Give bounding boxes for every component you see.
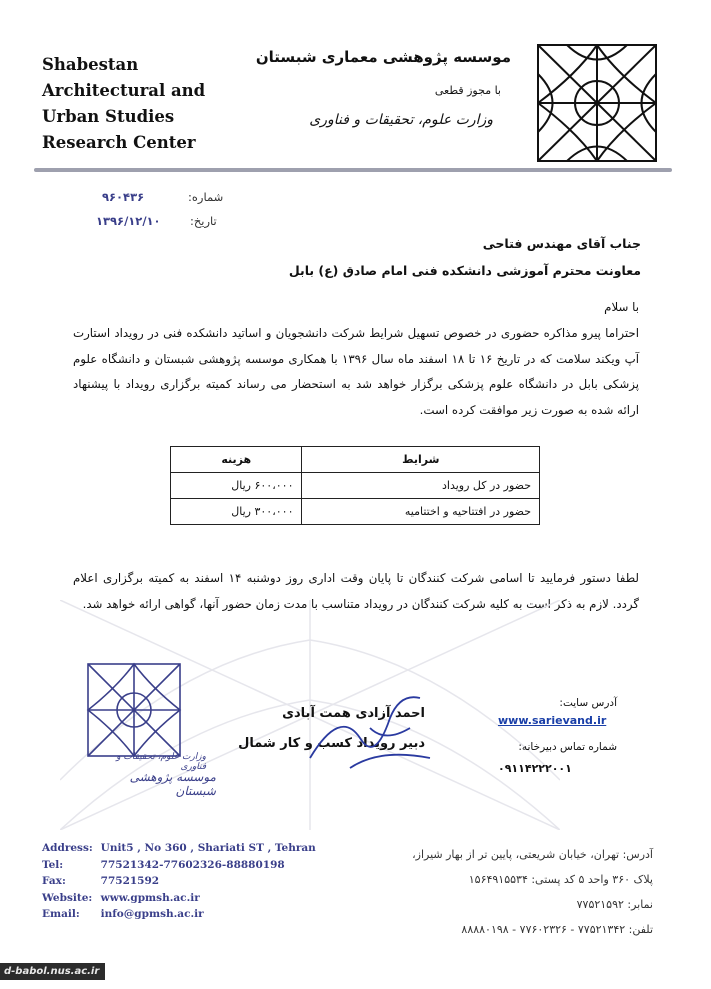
table-header-conditions: شرایط: [302, 447, 540, 473]
org-name-persian: موسسه پژوهشی معماری شبستان: [255, 48, 511, 66]
table-row: [171, 499, 540, 525]
signatory-name: احمد آزادی همت آبادی: [282, 706, 425, 721]
org-name-en-line: Research Center: [42, 133, 196, 152]
footer-email-key: Email:: [42, 908, 80, 920]
org-logo: [537, 44, 657, 162]
footer-tel-value: 77521342-77602326-88880198: [100, 858, 285, 871]
footer-fax-key: Fax:: [42, 875, 66, 887]
body-paragraph-2: لطفا دستور فرمایید تا اسامی شرکت کنندگان تا پایان وقت اداری روز دوشنبه ۱۴ اسفند به کمیته برگزاری اعلام گردد. لازم به ذکر است به کلیه شرکت کنندگان در رویداد متناسب با مدت زمان حضور آنها، گواهی ارائه خواهد شد.: [73, 571, 639, 611]
footer-fa-unit: پلاک ۳۶۰ واحد ۵ کد پستی: ۱۵۶۴۹۱۵۵۳۴: [468, 873, 653, 886]
org-name-en-line: Shabestan: [42, 55, 139, 74]
table-cell-cost: ۳۰۰،۰۰۰ ریال: [171, 499, 302, 525]
footer-email-value: info@gpmsh.ac.ir: [100, 908, 204, 920]
table-header-cost: هزینه: [171, 447, 302, 473]
site-label: آدرس سایت:: [559, 697, 617, 709]
footer-address-key: Address:: [42, 842, 93, 854]
stamp-logo: [84, 660, 184, 760]
addressee-name: جناب آقای مهندس فتاحی: [482, 236, 641, 251]
footer-tel-key: Tel:: [42, 858, 64, 871]
org-name-en-line: Urban Studies: [42, 107, 175, 126]
table-cell-condition: حضور در کل رویداد: [302, 473, 540, 499]
greeting: با سلام: [604, 300, 639, 314]
signatory-title: دبیر رویداد کسب و کار شمال: [238, 736, 425, 751]
footer-persian: [412, 842, 653, 942]
number-label: شماره:: [188, 190, 224, 204]
date-value: ۱۳۹۶/۱۲/۱۰: [96, 214, 161, 228]
footer-fa-address: آدرس: تهران، خیابان شریعتی، پایین تر از بهار شیراز،: [412, 848, 653, 861]
source-badge: d-babol.nus.ac.ir: [0, 963, 105, 980]
ministry-name: وزارت علوم، تحقیقات و فناوری: [309, 112, 493, 128]
addressee-title: معاونت محترم آموزشی دانشکده فنی امام صادق (ع) بابل: [288, 263, 641, 278]
body-paragraph-1: احتراما پیرو مذاکره حضوری در خصوص تسهیل شرایط شرکت دانشجویان و اساتید دانشکده فنی در رویداد استارت آپ ویکند سلامت که در تاریخ ۱۶ تا ۱۸ اسفند ماه سال ۱۳۹۶ با همکاری موسسه پژوهشی شبستان و دانشگاه علوم پزشکی بابل در دانشگاه علوم پزشکی برگزار خواهد شد به استحضار می رساند کمیته برگزاری رویداد با پیشنهاد ارائه شده به صورت زیر موافقت کرده است.: [73, 326, 639, 417]
stamp-text-org: موسسه پژوهشی شبستان: [129, 770, 216, 798]
footer-fa-tel: تلفن: ۷۷۵۲۱۳۴۲ - ۷۷۶۰۲۳۲۶ - ۸۸۸۸۰۱۹۸: [461, 923, 653, 936]
phone-label: شماره تماس دبیرخانه:: [518, 741, 617, 753]
number-value: ۹۶۰۴۳۶: [102, 190, 145, 204]
license-note: با مجوز قطعی: [434, 84, 501, 97]
fees-table: [170, 446, 540, 525]
footer-fa-fax: نمابر: ۷۷۵۲۱۵۹۲: [576, 898, 653, 911]
handwritten-signature: [300, 688, 440, 778]
footer-fax-value: 77521592: [100, 875, 160, 887]
table-cell-condition: حضور در افتتاحیه و اختتامیه: [302, 499, 540, 525]
phone-value: ۰۹۱۱۴۲۲۲۰۰۱: [498, 762, 572, 775]
table-cell-cost: ۶۰۰،۰۰۰ ریال: [171, 473, 302, 499]
org-name-english: [42, 52, 205, 156]
header-divider: [34, 168, 672, 172]
site-link[interactable]: www.sarievand.ir: [498, 714, 607, 727]
org-name-en-line: Architectural and: [42, 81, 206, 100]
date-label: تاریخ:: [190, 214, 217, 228]
stamp-text-ministry: وزارت علوم، تحقیقات و فناوری: [116, 752, 206, 772]
footer-web-key: Website:: [42, 891, 93, 904]
table-row: [171, 473, 540, 499]
footer-address-value: Unit5 , No 360 , Shariati ST , Tehran: [100, 842, 316, 854]
footer-web-value: www.gpmsh.ac.ir: [100, 891, 200, 904]
footer-english: [42, 840, 316, 923]
table-header-row: [171, 447, 540, 473]
